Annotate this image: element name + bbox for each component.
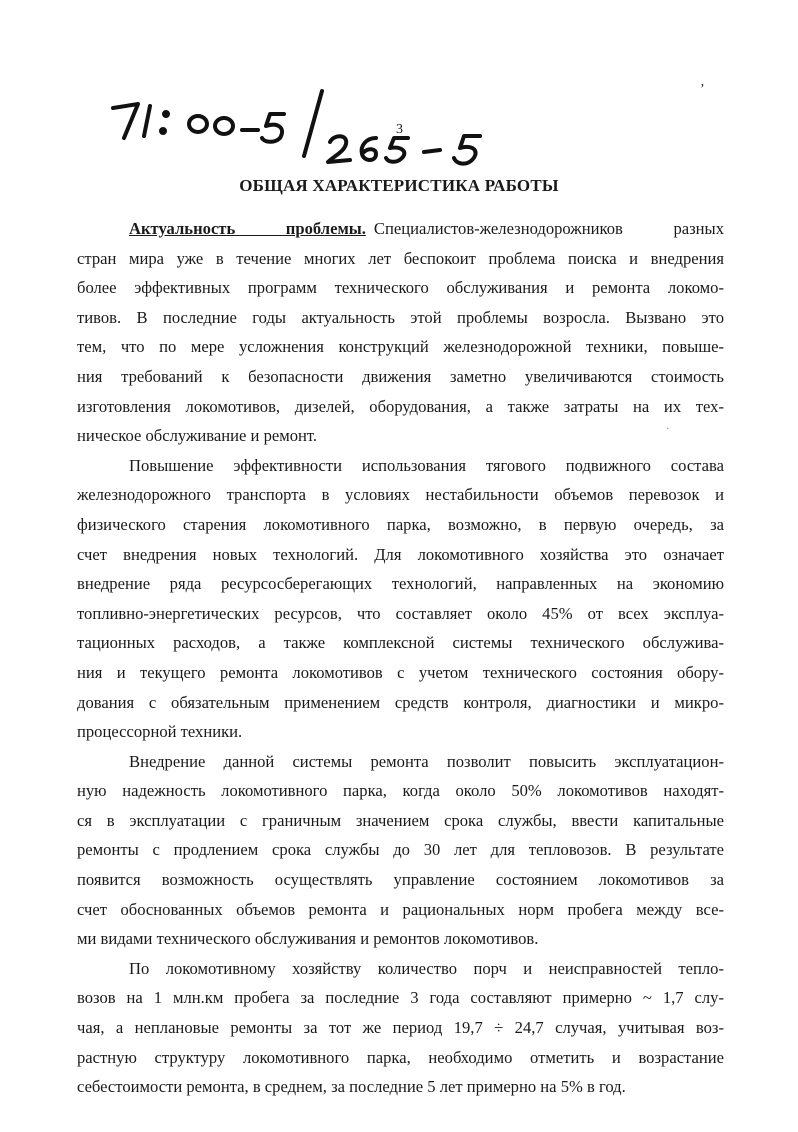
paragraph-1-line: стран мира уже в течение многих лет беспокоит проблема поиска и внедрения xyxy=(77,248,724,268)
paragraph-2-line: ния и текущего ремонта локомотивов с учетом технического состояния обору- xyxy=(77,662,724,682)
paragraph-2-line: Повышение эффективности использования тягового подвижного состава xyxy=(129,455,724,475)
paragraph-1-line: изготовления локомотивов, дизелей, оборудования, а также затраты на их тех- xyxy=(77,396,724,416)
paragraph-3-line: счет обоснованных объемов ремонта и рациональных норм пробега между все- xyxy=(77,899,724,919)
lead-phrase: Актуальность проблемы. xyxy=(129,219,366,238)
paragraph-2-line: железнодорожного транспорта в условиях нестабильности объемов перевозок и xyxy=(77,485,724,505)
paragraph-4-line: растную структуру локомотивного парка, необходимо отметить и возрастание xyxy=(77,1047,724,1067)
section-heading: ОБЩАЯ ХАРАКТЕРИСТИКА РАБОТЫ xyxy=(239,176,559,195)
paragraph-4-line: По локомотивному хозяйству количество порч и неисправностей тепло- xyxy=(129,958,724,978)
paragraph-2-line: счет внедрения новых технологий. Для локомотивного хозяйства это означает xyxy=(77,544,724,564)
handwritten-archive-code xyxy=(108,86,528,176)
paragraph-1-line-1: Актуальность проблемы. Специалистов-железнодорожников разных xyxy=(129,219,725,238)
paragraph-1-line: тивов. В последние годы актуальность этой проблемы возросла. Вызвано это xyxy=(77,307,724,327)
paragraph-3-line: ремонты с продлением срока службы до 30 лет для тепловозов. В результате xyxy=(77,840,724,860)
paragraph-4-line: возов на 1 млн.км пробега за последние 3 года составляют примерно ~ 1,7 слу- xyxy=(77,988,724,1008)
scan-speck: · xyxy=(666,424,670,435)
paragraph-2-line: дования с обязательным применением средств контроля, диагностики и микро- xyxy=(77,692,724,712)
paragraph-1-line: ния требований к безопасности движения заметно увеличиваются стоимость xyxy=(77,366,724,386)
paragraph-2-line: физического старения локомотивного парка, возможно, в первую очередь, за xyxy=(77,514,724,534)
paragraph-3-line: ную надежность локомотивного парка, когда около 50% локомотивов находят- xyxy=(77,781,724,801)
paragraph-1-line: более эффективных программ технического обслуживания и ремонта локомо- xyxy=(77,278,724,298)
paragraph-3-line: ся в эксплуатации с граничным значением срока службы, ввести капитальные xyxy=(77,810,724,830)
paragraph-1-line: ническое обслуживание и ремонт. xyxy=(77,426,318,446)
paragraph-3-line: появится возможность осуществлять управление состоянием локомотивов за xyxy=(77,870,724,890)
paragraph-4-line: себестоимости ремонта, в среднем, за последние 5 лет примерно на 5% в год. xyxy=(77,1077,626,1097)
handwritten-code-drawing xyxy=(108,86,528,176)
page-number: 3 xyxy=(396,122,403,137)
scan-speck: ʼ xyxy=(700,82,705,97)
paragraph-2-line: тационных расходов, а также комплексной системы технического обслужива- xyxy=(77,633,724,653)
paragraph-2-line: внедрение ряда ресурсосберегающих технологий, направленных на экономию xyxy=(77,574,724,594)
paragraph-1-line: тем, что по мере усложнения конструкций железнодорожной техники, повыше- xyxy=(77,337,724,357)
paragraph-3-line: Внедрение данной системы ремонта позволит повысить эксплуатацион- xyxy=(129,751,724,771)
paragraph-2-line: процессорной техники. xyxy=(77,722,243,742)
body-text xyxy=(77,214,724,1102)
paragraph-4-line: чая, а неплановые ремонты за тот же период 19,7 ÷ 24,7 случая, учитывая воз- xyxy=(77,1018,724,1038)
paragraph-2-line: топливно-энергетических ресурсов, что составляет около 45% от всех эксплуа- xyxy=(77,603,724,623)
paragraph-3-line: ми видами технического обслуживания и ремонтов локомотивов. xyxy=(77,929,539,949)
